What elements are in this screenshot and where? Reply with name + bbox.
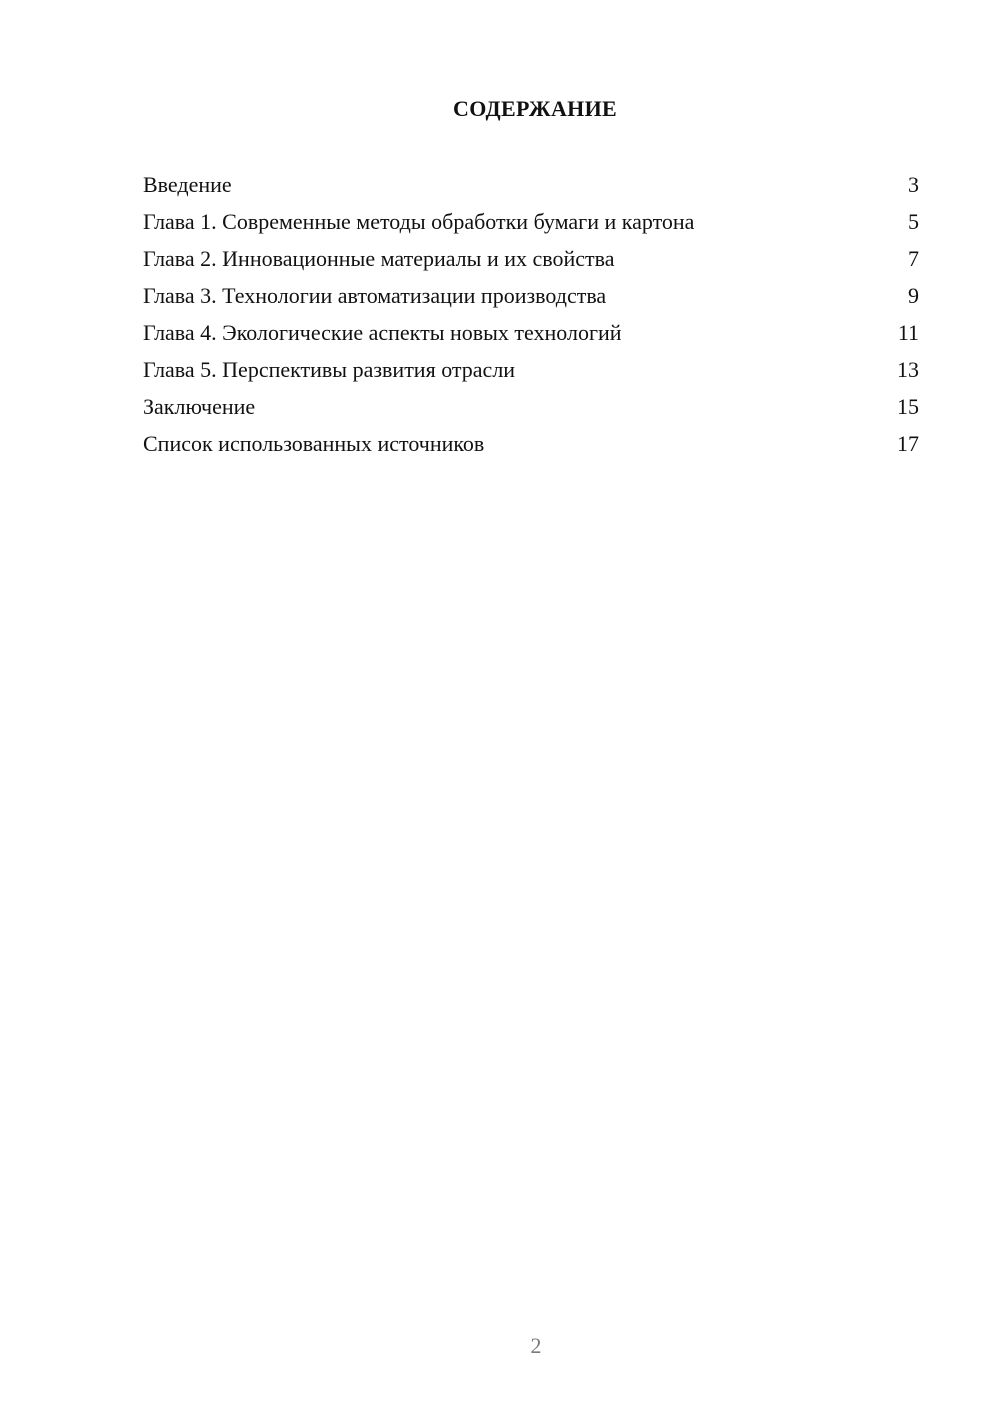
toc-entry-page: 5 (908, 209, 919, 234)
toc-entry-label: Введение (143, 172, 232, 197)
toc-entry-label: Заключение (143, 394, 256, 419)
toc-entry-page: 17 (897, 431, 919, 456)
page-title: СОДЕРЖАНИЕ (453, 96, 617, 121)
toc-entry-page: 7 (908, 246, 919, 271)
toc-entry (143, 207, 919, 244)
toc-entry-label: Список использованных источников (143, 431, 485, 456)
toc-entry-label: Глава 3. Технологии автоматизации производства (143, 283, 607, 308)
toc-entry-page: 3 (908, 172, 919, 197)
toc-entry-page: 11 (897, 320, 919, 345)
toc-entry (143, 392, 919, 429)
toc-entry (143, 318, 919, 355)
table-of-contents (143, 170, 919, 466)
toc-entry-page: 15 (897, 394, 919, 419)
page-number: 2 (530, 1333, 542, 1358)
toc-entry-label: Глава 2. Инновационные материалы и их свойства (143, 246, 615, 271)
toc-entry-label: Глава 1. Современные методы обработки бумаги и картона (143, 209, 695, 234)
toc-entry (143, 244, 919, 281)
toc-entry-page: 13 (897, 357, 919, 382)
toc-entry-label: Глава 4. Экологические аспекты новых технологий (143, 320, 622, 345)
toc-entry-page: 9 (908, 283, 919, 308)
toc-entry (143, 355, 919, 392)
toc-entry (143, 281, 919, 318)
toc-entry-label: Глава 5. Перспективы развития отрасли (143, 357, 516, 382)
toc-entry (143, 170, 919, 207)
toc-entry (143, 429, 919, 466)
